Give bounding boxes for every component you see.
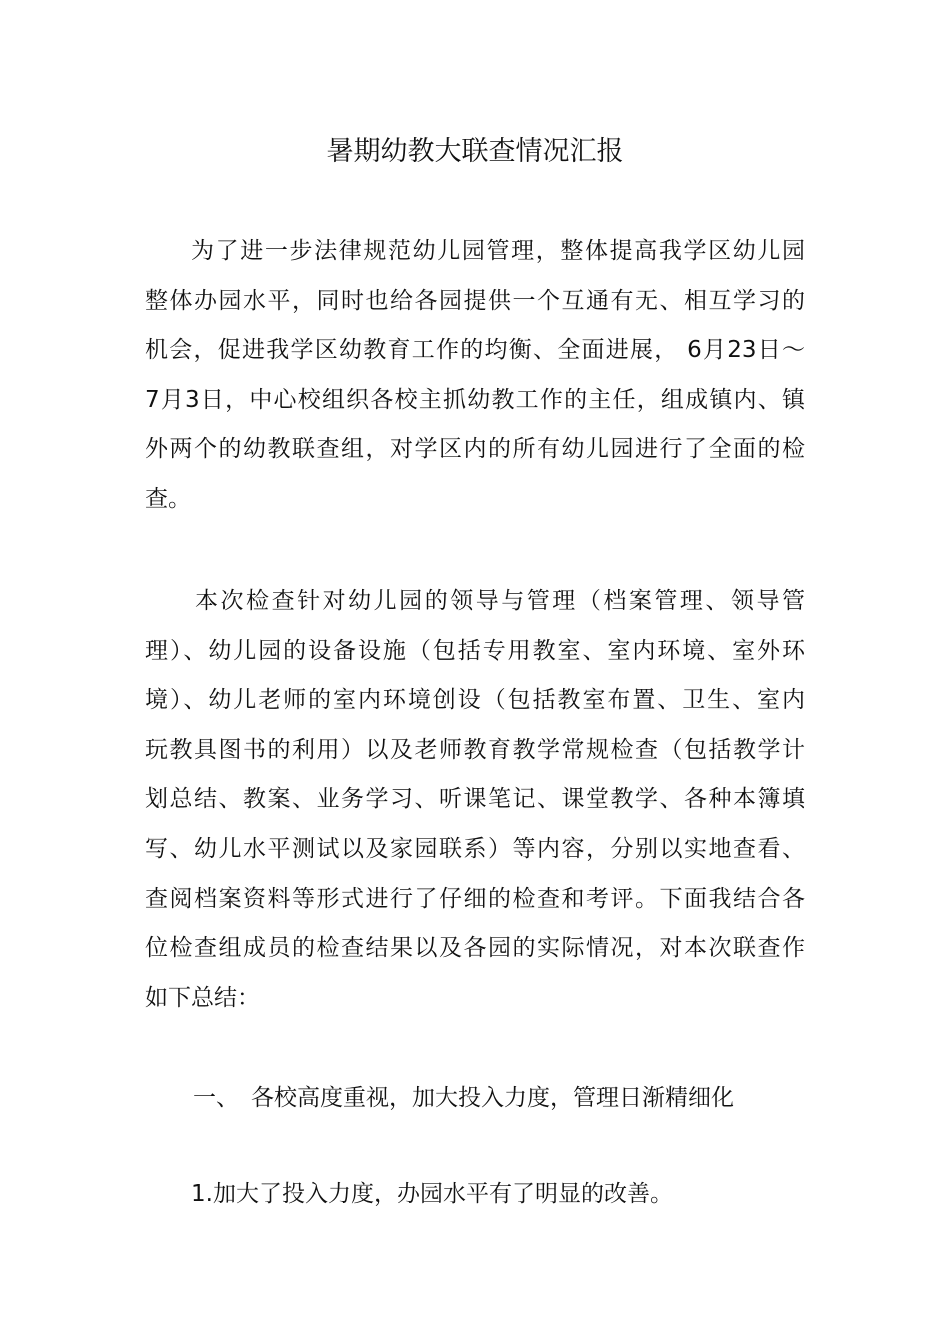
paragraph-line: 查阅档案资料等形式进行了仔细的检查和考评。下面我结合各 [145,885,805,912]
paragraph-line: 位检查组成员的检查结果以及各园的实际情况，对本次联查作 [145,935,805,962]
paragraph-line: 本次检查针对幼儿园的领导与管理（档案管理、领导管 [195,588,805,614]
paragraph-line: 如下总结： [145,984,260,1011]
section-heading [193,1076,734,1120]
paragraph-line: 整体办园水平，同时也给各园提供一个互通有无、相互学习的 [145,287,805,314]
paragraph-line: 理）、幼儿园的设备设施（包括专用教室、室内环境、室外环 [145,637,805,664]
paragraph-line: 划总结、教案、业务学习、听课笔记、课堂教学、各种本簿填 [145,786,805,813]
list-item: 1.加大了投入力度，办园水平有了明显的改善。 [191,1181,673,1207]
paragraph-line: 写、幼儿水平测试以及家园联系）等内容，分别以实地查看、 [145,835,805,862]
document-title: 暑期幼教大联查情况汇报 [326,136,624,167]
paragraph-line: 为了进一步法律规范幼儿园管理，整体提高我学区幼儿园 [191,238,805,264]
paragraph-line: 境）、幼儿老师的室内环境创设（包括教室布置、卫生、室内 [145,687,805,714]
paragraph-line: 7月3日，中心校组织各校主抓幼教工作的主任，组成镇内、镇 [145,386,805,413]
paragraph-line: 机会，促进我学区幼教育工作的均衡、全面进展， 6月23日～ [145,337,805,364]
section-heading-text: 各校高度重视，加大投入力度，管理日渐精细化 [251,1085,734,1111]
paragraph-line: 外两个的幼教联查组，对学区内的所有幼儿园进行了全面的检 [145,436,805,463]
paragraph-intro [145,227,805,525]
section-number: 一、 [193,1085,239,1111]
paragraph-scope [145,577,805,1023]
paragraph-line: 玩教具图书的利用）以及老师教育教学常规检查（包括教学计 [145,736,805,763]
paragraph-line: 查。 [145,485,191,512]
